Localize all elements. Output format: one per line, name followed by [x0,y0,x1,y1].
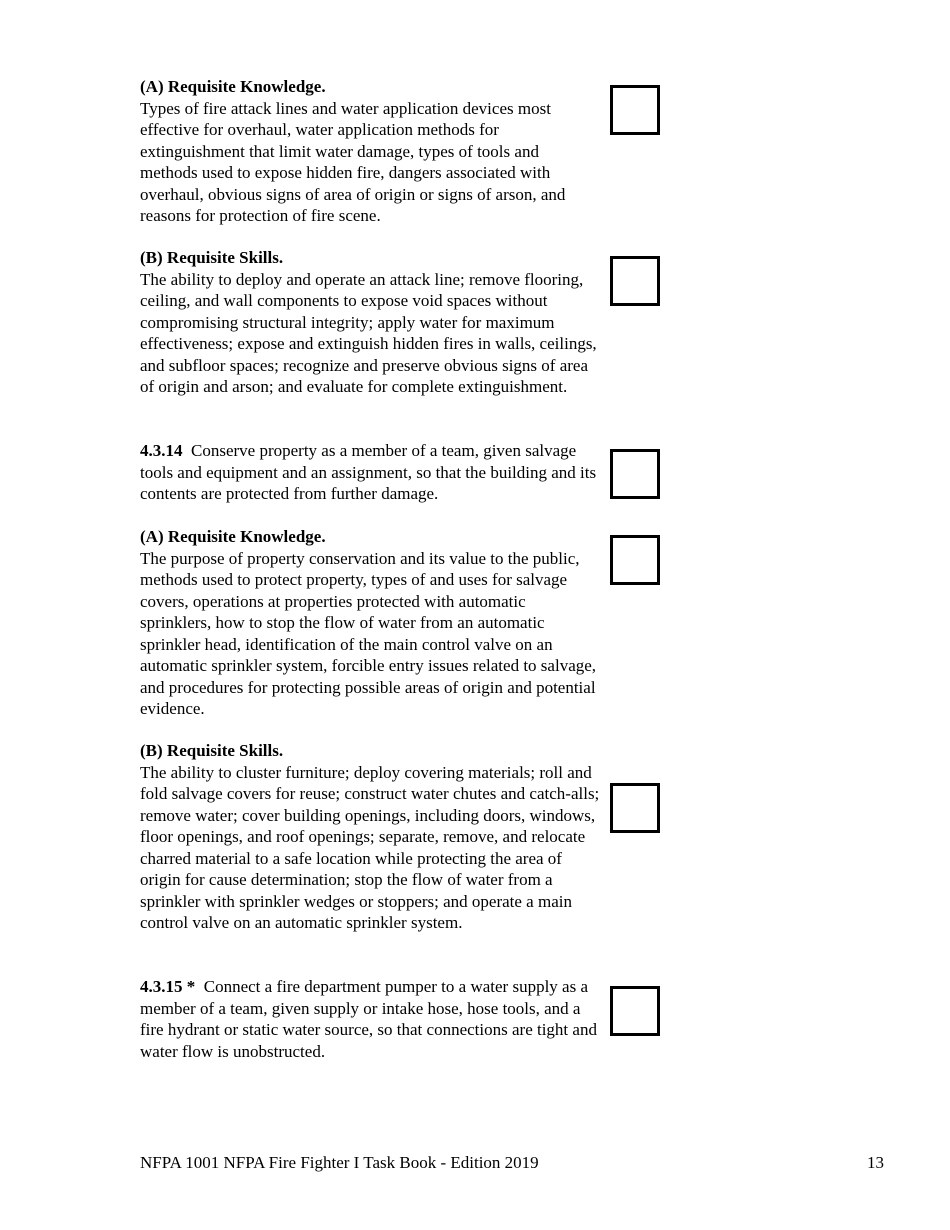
section-4-3-14-knowledge [140,526,600,720]
section-4-3-14-skills [140,740,600,934]
section-number: 4.3.15 * [140,977,196,996]
section-heading: (A) Requisite Knowledge. [140,527,326,546]
completion-checkbox[interactable] [610,449,660,499]
section-text: The ability to cluster furniture; deploy covering materials; roll and fold salvage covers for reuse; construct water chutes and catch-alls; remove water; cover building openings, including doors, windows, floor openings, and roof openings; separate, remove, and relocate charred material to a safe location while protecting the area of origin for cause determination; stop the flow of water from a sprinkler with sprinkler wedges or stoppers; and operate a main control valve on an automatic sprinkler system. [140,762,600,932]
completion-checkbox[interactable] [610,256,660,306]
completion-checkbox[interactable] [610,85,660,135]
section-4-3-14 [140,440,600,505]
section-text: Types of fire attack lines and water application devices most effective for overhaul, water application methods for extinguishment that limit water damage, types of tools and methods used to expose hidden fire, dangers associated with overhaul, obvious signs of area of origin or signs of arson, and reasons for protection of fire scene. [140,98,566,225]
section-4-3-15 [140,976,600,1062]
completion-checkbox[interactable] [610,535,660,585]
section-text: Conserve property as a member of a team, given salvage tools and equipment and an assignment, so that the building and its contents are protected from further damage. [140,441,597,503]
section-heading: (B) Requisite Skills. [140,741,284,760]
section-text: The purpose of property conservation and its value to the public, methods used to protect property, types of and uses for salvage covers, operations at properties protected with automatic sprinklers, how to stop the flow of water from an automatic sprinkler head, identification of the main control valve on an automatic sprinkler system, forcible entry issues related to salvage, and procedures for protecting possible areas of origin and potential evidence. [140,548,597,718]
section-heading: (B) Requisite Skills. [140,248,284,267]
section-heading: (A) Requisite Knowledge. [140,77,326,96]
page-footer [140,1153,884,1173]
footer-title: NFPA 1001 NFPA Fire Fighter I Task Book - Edition 2019 [140,1153,539,1172]
section-4-3-13-knowledge [140,76,600,227]
completion-checkbox[interactable] [610,986,660,1036]
section-text: The ability to deploy and operate an attack line; remove flooring, ceiling, and wall components to expose void spaces without compromising structural integrity; apply water for maximum effectiveness; expose and extinguish hidden fires in walls, ceilings, and subfloor spaces; recognize and preserve obvious signs of area of origin and arson; and evaluate for complete extinguishment. [140,269,597,396]
section-text: Connect a fire department pumper to a water supply as a member of a team, given supply or intake hose, hose tools, and a fire hydrant or static water source, so that connections are tight and water flow is unobstructed. [140,977,597,1061]
completion-checkbox[interactable] [610,783,660,833]
page-number: 13 [867,1153,884,1172]
section-number: 4.3.14 [140,441,183,460]
section-4-3-13-skills [140,247,600,398]
